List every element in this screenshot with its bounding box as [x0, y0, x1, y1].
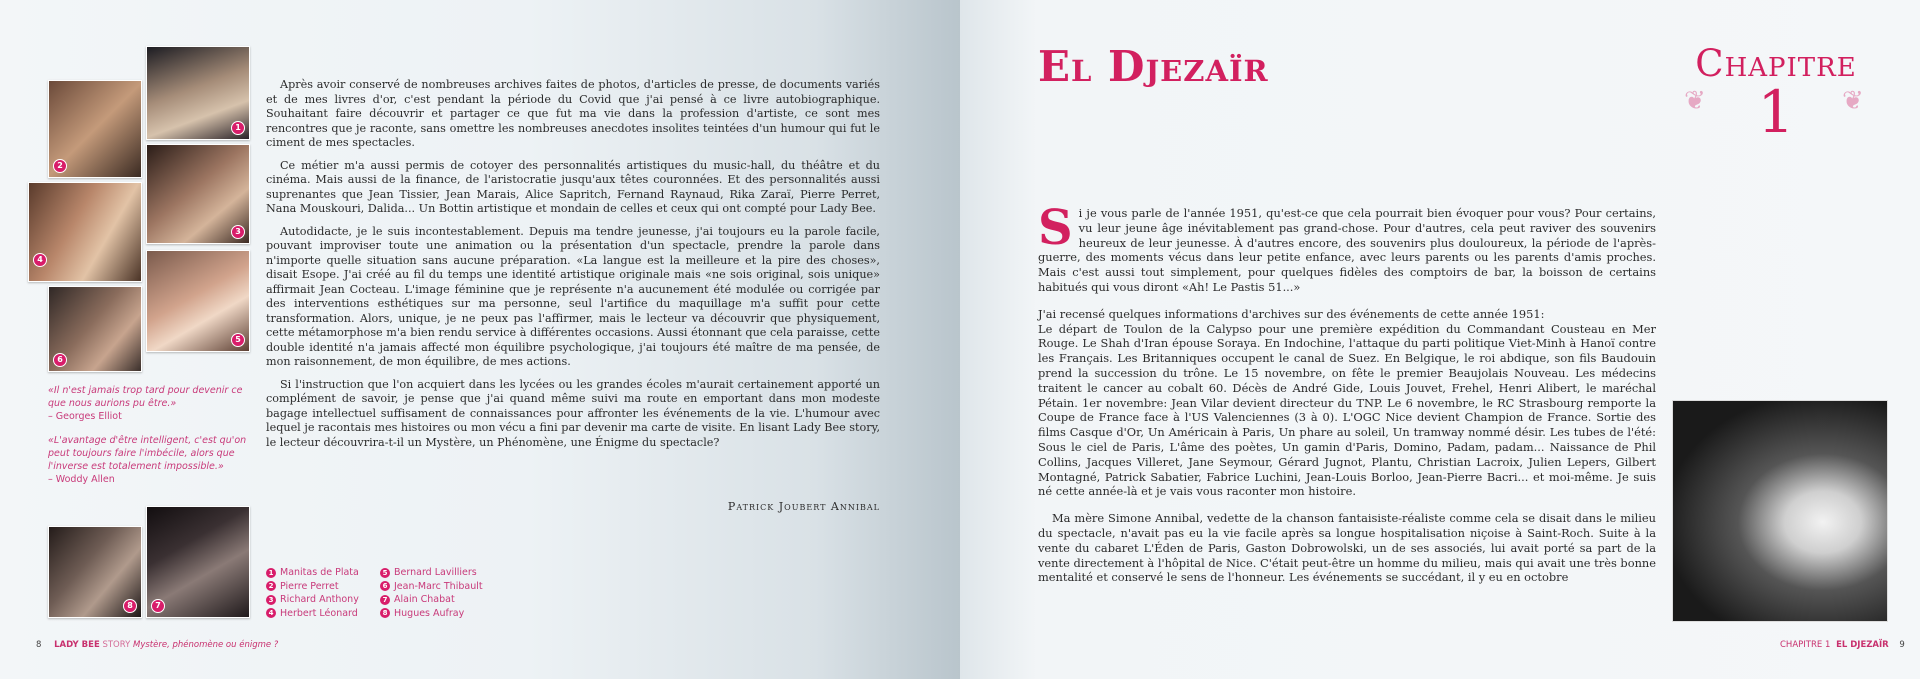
- legend-item: 4 Herbert Léonard: [266, 607, 359, 621]
- legend-item: 1 Manitas de Plata: [266, 566, 359, 580]
- quote-1: [48, 384, 248, 423]
- left-footer: [36, 640, 278, 650]
- chapter-number: 1: [1757, 78, 1795, 146]
- photo-legend-col-2: [380, 566, 483, 620]
- photo-3: [146, 144, 250, 244]
- paragraph-1: S i je vous parle de l'année 1951, qu'est-ce que cela pourrait bien évoquer pour vous? Pour certains, vu leur jeune âge inévitablement pas grand-chose. Pour d'autres, cela peut raviver des souvenirs heureux de leur jeunesse. À d'autres encore, des souvenirs plus douloureux, la période de l'après-guerre, des moments vécus dans leur petite enfance, avec leurs parents ou les parents d'amis proches. Mais c'est aussi tout simplement, pour quelques fidèles des comptoirs de bar, la boisson de certains habitués qui vous diront «Ah! Le Pastis 51...»: [1038, 200, 1656, 294]
- footer-chapter: CHAPITRE 1: [1780, 640, 1831, 650]
- preface-text: [266, 78, 880, 458]
- right-footer: [1780, 640, 1905, 650]
- legend-item: 8 Hugues Aufray: [380, 607, 483, 621]
- quote-author: – Georges Elliot: [48, 411, 122, 422]
- author-signature: Patrick Joubert Annibal: [727, 500, 880, 513]
- paragraph-2-intro: J'ai recensé quelques informations d'archives sur des événements de cette année 1951:: [1038, 306, 1545, 321]
- photo-2: [48, 80, 142, 178]
- photo-5: [146, 250, 250, 352]
- photo-4: [28, 182, 142, 282]
- baby-photo: [1672, 400, 1888, 622]
- photo-number-badge: 3: [231, 225, 245, 239]
- legend-item: 5 Bernard Lavilliers: [380, 566, 483, 580]
- drop-cap: S: [1038, 200, 1073, 256]
- photo-7: [146, 506, 250, 618]
- legend-item: 3 Richard Anthony: [266, 593, 359, 607]
- photo-legend-col-1: [266, 566, 359, 620]
- photo-number-badge: 8: [123, 599, 137, 613]
- photo-number-badge: 5: [231, 333, 245, 347]
- paragraph: Ce métier m'a aussi permis de cotoyer des personnalités artistiques du music-hall, du théâtre et du cinéma. Mais aussi de la finance, de l'aristocratie jusqu'aux têtes couronnées. Et des personnalités aussi suprenantes que Jean Tissier, Jean Marais, Alice Sapritch, Fernand Raynaud, Rika Zaraï, Pierre Perret, Nana Mouskouri, Dalida... Un Bottin artistique et mondain de celles et ceux qui ont compté pour Lady Bee.: [266, 158, 880, 215]
- ornament-right-icon: ❦: [1842, 86, 1864, 116]
- photo-number-badge: 6: [53, 353, 67, 367]
- quote-author: – Woddy Allen: [48, 474, 115, 485]
- page-number: 8: [36, 640, 42, 650]
- footer-title: EL DJEZAÏR: [1836, 640, 1889, 650]
- quote-text: «L'avantage d'être intelligent, c'est qu'on peut toujours faire l'imbécile, alors que l'inverse est totalement impossible.»: [48, 435, 247, 472]
- chapter-label: Chapitre: [1695, 42, 1857, 85]
- chapter-text: [1038, 200, 1656, 585]
- quote-text: «Il n'est jamais trop tard pour devenir ce que nous aurions pu être.»: [48, 385, 243, 409]
- photo-number-badge: 1: [231, 121, 245, 135]
- photo-6: [48, 286, 142, 372]
- photo-number-badge: 7: [151, 599, 165, 613]
- chapter-title: El Djezaïr: [1038, 42, 1269, 91]
- paragraph: Si l'instruction que l'on acquiert dans les lycées ou les grandes écoles m'aurait certainement apporté un complément de savoir, je pense que j'ai quand même suivi ma route en emportant dans mon modeste bagage intellectuel suffisament de connaissances pour affronter les événements de la vie. L'humour avec lequel je racontais mes histoires ou mon vécu a fini par devenir ma carte de visite. En lisant Lady Bee story, le lecteur découvrira-t-il un Mystère, un Phénomène, une Énigme du spectacle?: [266, 377, 880, 449]
- legend-item: 7 Alain Chabat: [380, 593, 483, 607]
- page-number: 9: [1899, 640, 1905, 650]
- footer-brand: LADY BEE: [54, 640, 100, 650]
- photo-number-badge: 2: [53, 159, 67, 173]
- photo-8: [48, 526, 142, 618]
- legend-item: 6 Jean-Marc Thibault: [380, 580, 483, 594]
- photo-number-badge: 4: [33, 253, 47, 267]
- paragraph-2: Le départ de Toulon de la Calypso pour une première expédition du Commandant Cousteau en Mer Rouge. Le Shah d'Iran épouse Soraya. En Indochine, l'attaque du parti politique Viet-Minh à Hanoï contre les Français. Les Britanniques occupent le canal de Suez. En Belgique, le roi abdique, son fils Baudouin prend la succession du trône. Le 15 novembre, on fête le premier Beaujolais Nouveau. Les médecins traitent le cancer au cobalt 60. Décès de André Gide, Louis Jouvet, Frehel, Henri Alibert, le maréchal Pétain. 1er novembre: Jean Vilar devient directeur du TNP. Le 6 novembre, le RC Strasbourg remporte la Coupe de France face à l'US Valenciennes (3 à 0). L'OGC Nice devient Champion de France. Sortie des films Casque d'Or, Un Américain à Paris, Un phare au soleil, Un tramway nommé désir. Les tubes de l'été: Sous le ciel de Paris, L'âme des poètes, Un gamin d'Paris, Domino, Padam, padam... Naissance de Phil Collins, Jacques Villeret, Jane Seymour, Gérard Jugnot, Plantu, Christian Lacroix, Julien Lepers, Gilbert Montagné, Patrick Sabatier, Fabrice Luchini, Jean-Louis Borloo, Jean-Pierre Bacri... et moi-même. Je suis né cette année-là et je vais vous raconter mon histoire.: [1038, 321, 1656, 499]
- photo-1: [146, 46, 250, 140]
- footer-subtitle: Mystère, phénomène ou énigme ?: [133, 640, 279, 650]
- footer-story: STORY: [102, 640, 131, 650]
- paragraph-3: Ma mère Simone Annibal, vedette de la chanson fantaisiste-réaliste comme cela se disait dans le milieu du spectacle, n'avait pas eu la vie facile après sa longue hospitalisation niçoise à Saint-Roch. Suite à la vente du cabaret L'Éden de Paris, Gaston Dobrowolski, un de ses associés, lui avait porté sa part de la vente directement à l'hôpital de Nice. C'était peut-être un homme du milieu, mais qui avait une très bonne mentalité et conservé le sens de l'honneur. Les événements se succédant, il y eu en octobre: [1038, 511, 1656, 585]
- legend-item: 2 Pierre Perret: [266, 580, 359, 594]
- ornament-left-icon: ❦: [1684, 86, 1706, 116]
- paragraph: Autodidacte, je le suis incontestablement. Depuis ma tendre jeunesse, j'ai toujours eu la parole facile, pouvant improviser toute une animation ou la présentation d'un spectacle, prendre la parole dans n'importe quelle situation sans aucune préparation. «La langue est la meilleure et la pire des choses», disait Esope. J'ai créé au fil du temps une identité artistique originale mais «ne sois original, sois unique» affirmait Jean Cocteau. L'image féminine que je représente n'a aucunement été modulée ou corrigée par des interventions esthétiques sur ma personne, seul l'artifice du maquillage m'a suffit pour cette transformation. Alors, unique, je ne peux pas l'affirmer, mais le lecteur va découvrir que physiquement, cette métamorphose m'a bien rendu service à différentes occasions. Aussi étonnant que cela paraisse, cette double identité n'a jamais affecté mon équilibre psychologique, j'ai toujours été maître de ma pensée, de mon raisonnement, de mon équilibre, de mes actions.: [266, 224, 880, 368]
- paragraph: Après avoir conservé de nombreuses archives faites de photos, d'articles de presse, de documents variés et de mes livres d'or, c'est pendant la période du Covid que j'ai pensé à ce livre autobiographique. Souhaitant faire découvrir et partager ce que fut ma vie dans la profession d'artiste, ce sont mes rencontres que je raconte, sans omettre les nombreuses anecdotes insolites teintées d'un humour qui fut le ciment de mes spectacles.: [266, 78, 880, 149]
- quote-2: [48, 434, 248, 486]
